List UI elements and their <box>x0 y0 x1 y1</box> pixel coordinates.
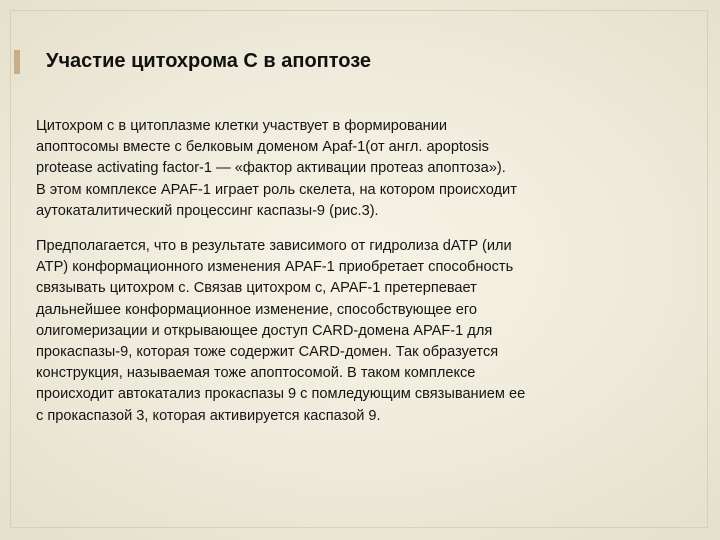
text-line: аутокаталитический процессинг каспазы-9 (рис.3). <box>36 202 379 219</box>
text-line: апоптосомы вместе с белковым доменом Apaf-1(от англ. apoptosis <box>36 139 489 156</box>
slide-body <box>36 116 676 427</box>
text-line: с прокаспазой 3, которая активируется каспазой 9. <box>36 407 381 424</box>
text-line: прокаспазы-9, которая тоже содержит CARD-домен. Так образуется <box>36 344 499 361</box>
text-line: конструкция, называемая тоже апоптосомой. В таком комплексе <box>36 365 476 382</box>
paragraph-2 <box>36 236 676 427</box>
text-line: происходит автокатализ прокаспазы 9 с помледующим связыванием ее <box>36 386 526 403</box>
paragraph-1 <box>36 116 676 222</box>
text-line: Предполагается, что в результате зависимого от гидролиза dATP (или <box>36 238 512 255</box>
text-line: Цитохром с в цитоплазме клетки участвует в формировании <box>36 118 448 134</box>
title-accent-bar <box>14 50 20 74</box>
text-line: protease activating factor-1 — «фактор активации протеаз апоптоза»). <box>36 160 506 177</box>
slide-title: Участие цитохрома С в апоптозе <box>46 50 372 72</box>
text-line: олигомеризации и открывающее доступ CARD-домена APAF-1 для <box>36 322 493 339</box>
text-line: связывать цитохром с. Связав цитохром с, APAF-1 претерпевает <box>36 280 477 297</box>
text-line: ATP) конформационного изменения APAF-1 приобретает способность <box>36 259 514 276</box>
text-line: В этом комплексе APAF-1 играет роль скелета, на котором происходит <box>36 181 517 198</box>
text-line: дальнейшее конформационное изменение, способствующее его <box>36 301 477 318</box>
